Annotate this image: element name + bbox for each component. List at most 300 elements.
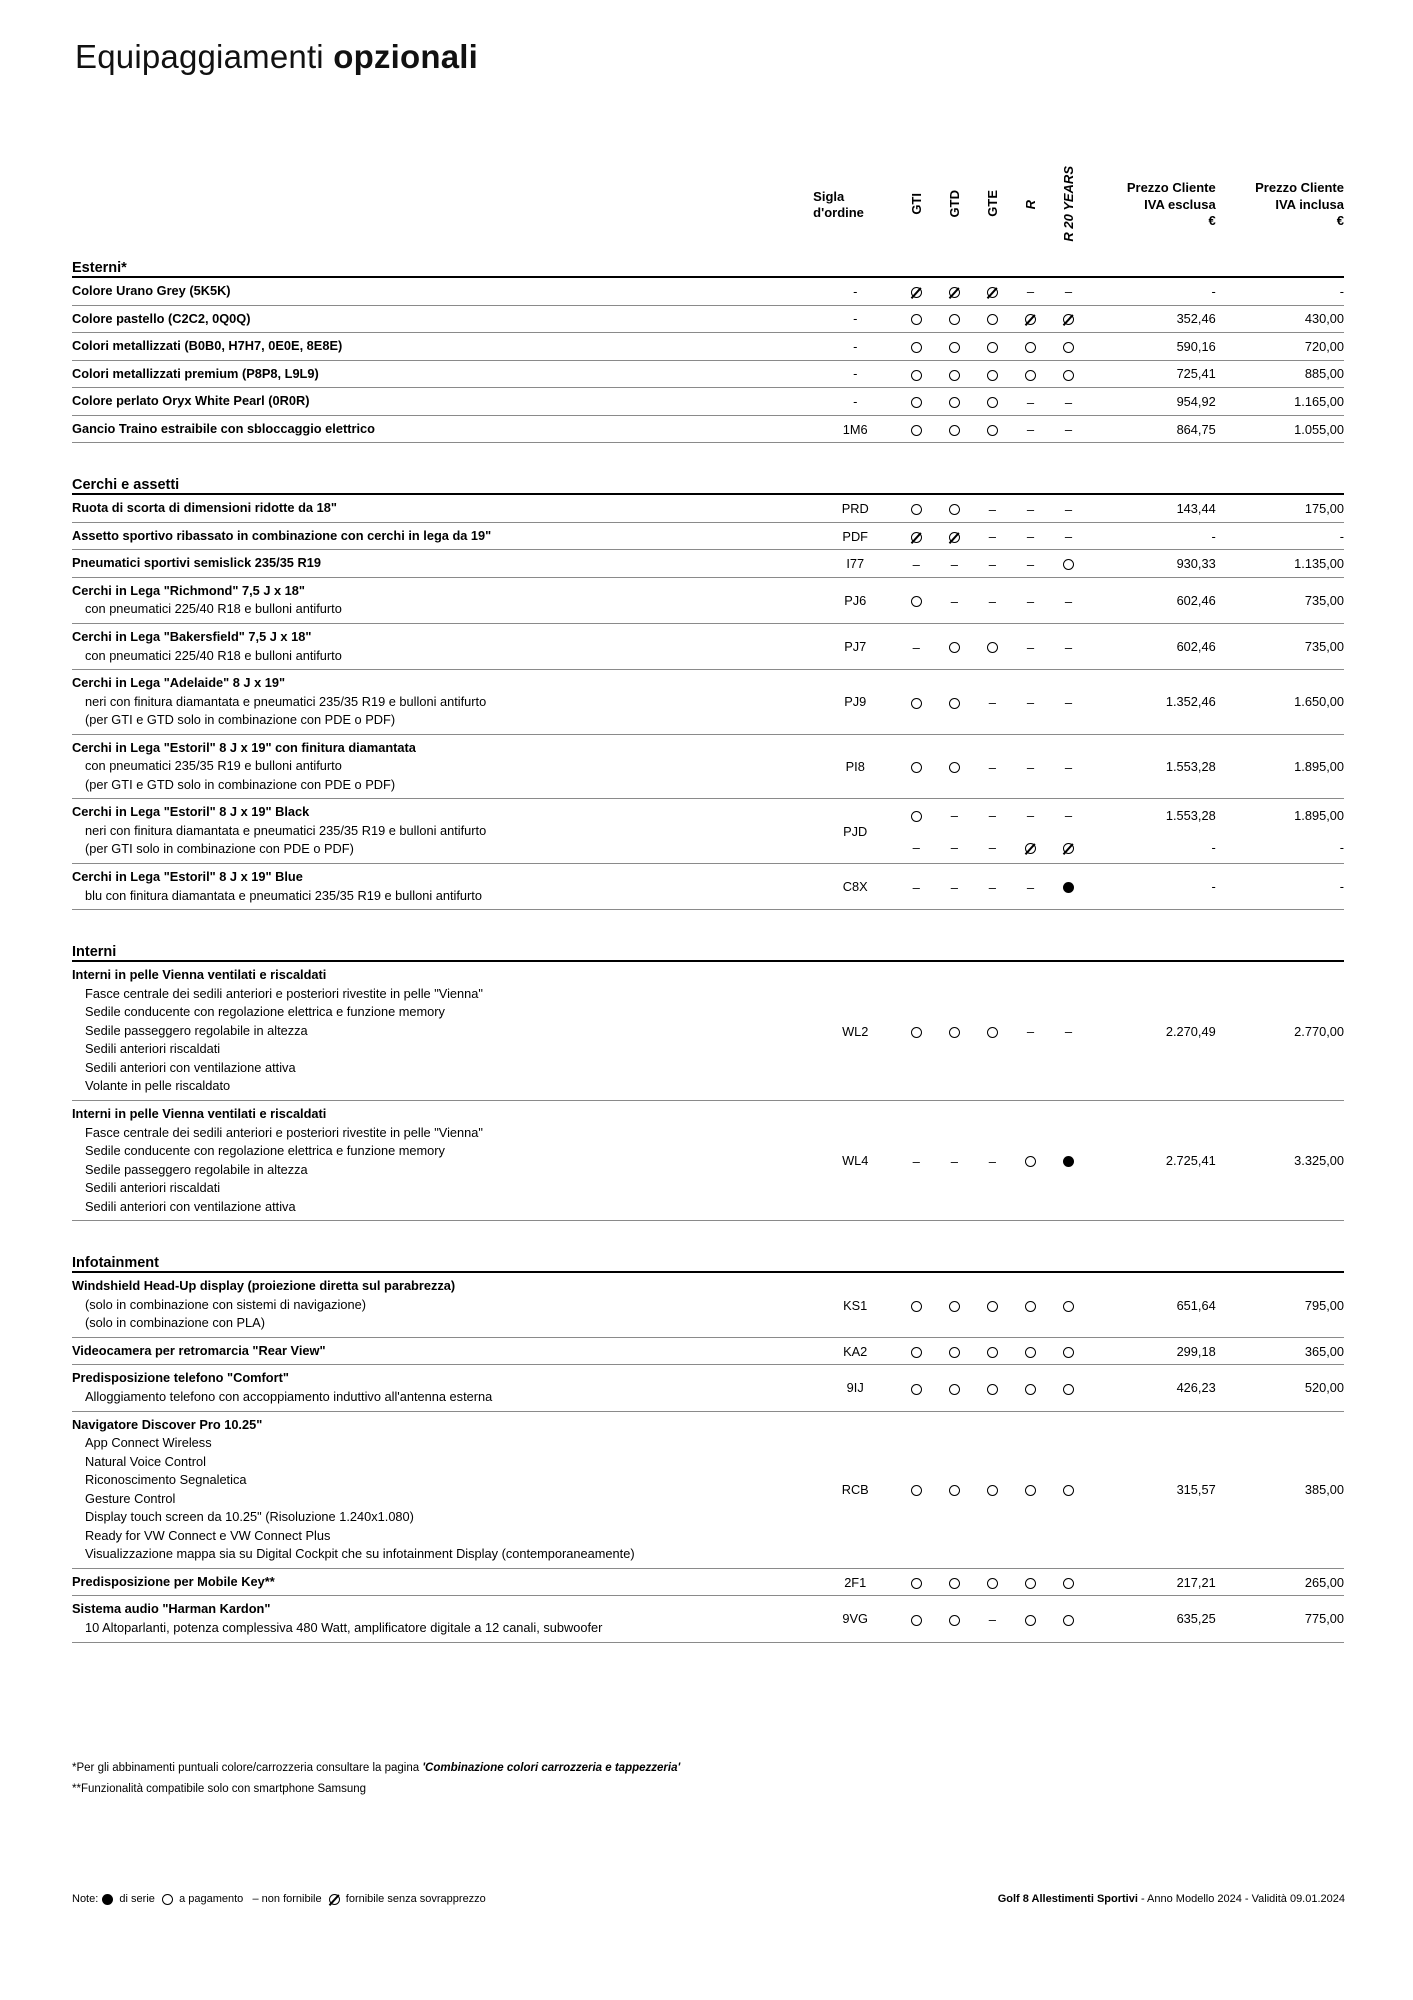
dash-icon: –: [950, 556, 958, 572]
option-description: [72, 624, 813, 670]
availability-cell: [1049, 864, 1087, 910]
dash-icon: –: [988, 501, 996, 517]
price-excl-vat: -: [1211, 839, 1216, 855]
open-circle-icon: [949, 397, 960, 408]
open-circle-icon: [1063, 1578, 1074, 1589]
open-circle-icon: [987, 1301, 998, 1312]
availability-cell: [897, 550, 935, 577]
price-incl-vat: 1.650,00: [1294, 694, 1344, 710]
option-detail: Visualizzazione mappa sia su Digital Cockpit che su infotainment Display (contemporaneamente): [85, 1546, 635, 1562]
open-circle-icon: [949, 1485, 960, 1496]
option-description: [72, 799, 813, 863]
option-title: Videocamera per retromarcia "Rear View": [72, 1342, 326, 1358]
filled-circle-icon: [1063, 882, 1074, 893]
option-detail: (solo in combinazione con sistemi di navigazione): [85, 1296, 366, 1312]
availability-cell: [1049, 734, 1087, 798]
availability-cell: [973, 1100, 1011, 1220]
availability-cell: [973, 734, 1011, 798]
slashed-circle-icon: [1025, 843, 1036, 854]
availability-cell: [1011, 670, 1049, 734]
price-excl-vat: 2.725,41: [1165, 1153, 1216, 1169]
availability-cell: [1049, 1365, 1087, 1411]
price-incl-vat: 385,00: [1304, 1482, 1344, 1498]
price-incl-vat: 265,00: [1304, 1574, 1344, 1590]
open-circle-icon: [987, 342, 998, 353]
availability-cell: [1011, 577, 1049, 623]
slashed-circle-icon: [949, 287, 960, 298]
option-detail: neri con finitura diamantata e pneumatici 235/35 R19 e bulloni antifurto: [85, 822, 487, 838]
slashed-circle-icon: [1063, 843, 1074, 854]
price-excl-vat: 1.553,28: [1165, 807, 1216, 823]
dash-icon: –: [912, 879, 920, 895]
filled-circle-icon: [1063, 1156, 1074, 1167]
availability-cell: [897, 277, 935, 305]
availability-cell: [1011, 1365, 1049, 1411]
table-row: [72, 1337, 1344, 1364]
dash-icon: –: [1064, 501, 1073, 517]
price-excl-vat: 651,64: [1176, 1297, 1216, 1313]
option-title: Assetto sportivo ribassato in combinazione con cerchi in lega da 19": [72, 527, 492, 543]
open-circle-icon: [1025, 1156, 1036, 1167]
dash-icon: –: [1026, 422, 1035, 438]
open-circle-icon: [911, 762, 922, 773]
section-heading-label: Cerchi e assetti: [72, 477, 180, 494]
order-code: 1M6: [842, 421, 868, 437]
dash-icon: –: [988, 759, 996, 775]
availability-cell: [1011, 305, 1049, 332]
header-trim-r-20-years: [1049, 150, 1087, 260]
availability-cell: [1049, 577, 1087, 623]
price-incl-vat: 520,00: [1304, 1380, 1344, 1396]
price-excl-vat: 217,21: [1176, 1574, 1216, 1590]
availability-cell: [973, 550, 1011, 577]
open-circle-icon: [1025, 1615, 1036, 1626]
price-incl-vat: 1.895,00: [1294, 807, 1344, 823]
open-circle-icon: [911, 1027, 922, 1038]
order-code: -: [853, 338, 858, 354]
availability-cell: [973, 1365, 1011, 1411]
availability-cell: [973, 305, 1011, 332]
filled-circle-icon: [102, 1894, 113, 1905]
open-circle-icon: [911, 314, 922, 325]
availability-cell: [1049, 1568, 1087, 1595]
option-detail: Natural Voice Control: [85, 1453, 206, 1469]
price-excl-vat: 725,41: [1176, 366, 1216, 382]
availability-cell: [935, 1337, 973, 1364]
availability-cell: [973, 360, 1011, 387]
dash-icon: –: [1064, 284, 1073, 300]
availability-cell: [935, 670, 973, 734]
table-row: [72, 799, 1344, 831]
header-blank: [72, 150, 813, 260]
option-detail: (per GTI e GTD solo in combinazione con PDE o PDF): [85, 712, 396, 728]
availability-cell: [897, 305, 935, 332]
header-trim-label: R 20 YEARS: [1060, 165, 1076, 242]
availability-cell: [973, 415, 1011, 442]
availability-cell: [973, 494, 1011, 522]
table-row: [72, 550, 1344, 577]
price-incl-vat: 720,00: [1304, 338, 1344, 354]
order-code: PJ7: [844, 639, 867, 655]
availability-cell: [1011, 961, 1049, 1100]
open-circle-icon: [987, 425, 998, 436]
option-title: Gancio Traino estraibile con sbloccaggio elettrico: [72, 420, 375, 436]
availability-cell: [935, 577, 973, 623]
option-detail: Sedile passeggero regolabile in altezza: [85, 1161, 308, 1177]
spacer: [72, 910, 1344, 945]
availability-cell: [1011, 333, 1049, 360]
option-detail: Sedili anteriori con ventilazione attiva: [85, 1198, 296, 1214]
availability-cell: [935, 1568, 973, 1595]
dash-icon: –: [1064, 694, 1073, 710]
availability-cell: [973, 864, 1011, 910]
availability-cell: [973, 831, 1011, 863]
header-trim-label: R: [1022, 199, 1038, 209]
dash-icon: –: [1026, 759, 1035, 775]
availability-cell: [897, 577, 935, 623]
availability-cell: [1011, 1596, 1049, 1642]
dash-icon: –: [1026, 639, 1035, 655]
order-code: KA2: [843, 1343, 868, 1359]
dash-icon: –: [988, 529, 996, 545]
open-circle-icon: [911, 342, 922, 353]
open-circle-icon: [987, 1485, 998, 1496]
price-excl-vat: 1.352,46: [1165, 694, 1216, 710]
availability-cell: [1049, 1337, 1087, 1364]
table-row: [72, 670, 1344, 734]
dash-icon: –: [1026, 694, 1035, 710]
dash-icon: –: [950, 840, 958, 856]
option-description: [72, 494, 813, 522]
availability-cell: [935, 1272, 973, 1337]
section-heading-esterni: [72, 260, 1344, 276]
availability-cell: [1049, 799, 1087, 831]
table-row: [72, 961, 1344, 1100]
table-row: [72, 305, 1344, 332]
open-circle-icon: [911, 1615, 922, 1626]
option-description: [72, 415, 813, 442]
header-sigla: Sigla d'ordine: [813, 188, 864, 220]
header-trim-r: [1011, 150, 1049, 260]
order-code: WL2: [842, 1023, 869, 1039]
open-circle-icon: [911, 370, 922, 381]
price-excl-vat: 635,25: [1176, 1611, 1216, 1627]
option-title: Cerchi in Lega "Adelaide" 8 J x 19": [72, 675, 286, 691]
table-row: [72, 734, 1344, 798]
availability-cell: [1011, 415, 1049, 442]
order-code: -: [853, 283, 858, 299]
dash-icon: –: [988, 808, 996, 824]
option-title: Colore perlato Oryx White Pearl (0R0R): [72, 393, 310, 409]
open-circle-icon: [1025, 1485, 1036, 1496]
open-circle-icon: [1063, 342, 1074, 353]
order-code: -: [853, 393, 858, 409]
legend-non-fornibile: non fornibile: [261, 1893, 322, 1905]
header-trim-label: GTE: [984, 190, 1000, 217]
availability-cell: [1049, 522, 1087, 549]
price-incl-vat: 430,00: [1304, 311, 1344, 327]
availability-cell: [1011, 1337, 1049, 1364]
price-excl-vat: 352,46: [1176, 311, 1216, 327]
table-row: [72, 864, 1344, 910]
availability-cell: [1049, 1411, 1087, 1568]
section-heading-cerchi-e-assetti: [72, 477, 1344, 493]
option-title: Interni in pelle Vienna ventilati e riscaldati: [72, 967, 327, 983]
option-title: Colore pastello (C2C2, 0Q0Q): [72, 310, 251, 326]
dash-icon: –: [950, 1153, 958, 1169]
option-title: Cerchi in Lega "Bakersfield" 7,5 J x 18": [72, 629, 312, 645]
price-excl-vat: 590,16: [1176, 338, 1216, 354]
availability-cell: [1011, 388, 1049, 415]
order-code: 2F1: [844, 1574, 867, 1590]
availability-cell: [935, 1100, 973, 1220]
availability-cell: [897, 333, 935, 360]
option-description: [72, 360, 813, 387]
option-detail: Sedile passeggero regolabile in altezza: [85, 1022, 308, 1038]
price-incl-vat: -: [1339, 528, 1344, 544]
dash-icon: –: [1026, 501, 1035, 517]
open-circle-icon: [949, 425, 960, 436]
option-detail: 10 Altoparlanti, potenza complessiva 480 Watt, amplificatore digitale a 12 canali, subwoofer: [85, 1619, 603, 1635]
order-code: RCB: [841, 1482, 869, 1498]
availability-cell: [897, 670, 935, 734]
option-title: Pneumatici sportivi semislick 235/35 R19: [72, 555, 321, 571]
option-description: [72, 961, 813, 1100]
availability-cell: [897, 360, 935, 387]
open-circle-icon: [1063, 370, 1074, 381]
open-circle-icon: [1063, 1485, 1074, 1496]
availability-cell: [935, 624, 973, 670]
availability-cell: [897, 864, 935, 910]
table-row: [72, 577, 1344, 623]
availability-cell: [1011, 799, 1049, 831]
slashed-circle-icon: [1063, 314, 1074, 325]
open-circle-icon: [987, 314, 998, 325]
option-description: [72, 1568, 813, 1595]
dash-icon: –: [912, 556, 920, 572]
price-excl-vat: 426,23: [1176, 1380, 1216, 1396]
availability-cell: [1049, 1596, 1087, 1642]
availability-cell: [1049, 624, 1087, 670]
availability-cell: [1011, 522, 1049, 549]
availability-cell: [1049, 1100, 1087, 1220]
availability-cell: [897, 388, 935, 415]
price-incl-vat: 1.055,00: [1294, 421, 1344, 437]
document-reference-rest: - Anno Modello 2024 - Validità 09.01.2024: [1137, 1893, 1345, 1905]
open-circle-icon: [949, 504, 960, 515]
dash-icon: –: [1026, 556, 1035, 572]
legend-serie: di serie: [119, 1893, 155, 1905]
option-title: Predisposizione telefono "Comfort": [72, 1370, 289, 1386]
option-title: Interni in pelle Vienna ventilati e riscaldati: [72, 1105, 327, 1121]
legend-label: Note:: [72, 1893, 99, 1905]
dash-icon: –: [1064, 759, 1073, 775]
table-row: [72, 1596, 1344, 1642]
availability-cell: [973, 799, 1011, 831]
option-title: Cerchi in Lega "Richmond" 7,5 J x 18": [72, 582, 305, 598]
option-detail: App Connect Wireless: [85, 1435, 212, 1451]
option-description: [72, 1411, 813, 1568]
dash-icon: –: [1026, 593, 1035, 609]
document-reference: [998, 1893, 1345, 1905]
price-excl-vat: 315,57: [1176, 1482, 1216, 1498]
availability-cell: [1011, 624, 1049, 670]
price-excl-vat: 930,33: [1176, 556, 1216, 572]
availability-cell: [1011, 831, 1049, 863]
open-circle-icon: [987, 1027, 998, 1038]
open-circle-icon: [1063, 559, 1074, 570]
availability-cell: [1049, 1272, 1087, 1337]
option-detail: Alloggiamento telefono con accoppiamento induttivo all'antenna esterna: [85, 1388, 493, 1404]
order-code: KS1: [843, 1297, 868, 1313]
open-circle-icon: [949, 314, 960, 325]
open-circle-icon: [911, 698, 922, 709]
option-description: [72, 522, 813, 549]
table-row: [72, 1365, 1344, 1411]
dash-icon: –: [1026, 394, 1035, 410]
dash-icon: –: [1064, 639, 1073, 655]
availability-cell: [973, 1272, 1011, 1337]
dash-icon: –: [988, 593, 996, 609]
availability-cell: [1011, 494, 1049, 522]
open-circle-icon: [911, 1578, 922, 1589]
availability-cell: [897, 1568, 935, 1595]
availability-cell: [973, 388, 1011, 415]
open-circle-icon: [987, 1384, 998, 1395]
availability-cell: [897, 1337, 935, 1364]
open-circle-icon: [162, 1894, 173, 1905]
availability-cell: [1011, 734, 1049, 798]
table-row: [72, 522, 1344, 549]
dash-icon: –: [1064, 422, 1073, 438]
document-reference-bold: Golf 8 Allestimenti Sportivi: [997, 1893, 1138, 1905]
availability-cell: [897, 1411, 935, 1568]
dash-icon: –: [1026, 808, 1035, 824]
option-detail: neri con finitura diamantata e pneumatici 235/35 R19 e bulloni antifurto: [85, 693, 487, 709]
open-circle-icon: [1063, 1615, 1074, 1626]
availability-cell: [935, 734, 973, 798]
dash-icon: –: [252, 1893, 259, 1905]
availability-cell: [897, 1365, 935, 1411]
availability-cell: [973, 1337, 1011, 1364]
availability-cell: [1011, 1568, 1049, 1595]
availability-cell: [1049, 831, 1087, 863]
dash-icon: –: [988, 694, 996, 710]
availability-cell: [1011, 550, 1049, 577]
order-code: PJD: [843, 823, 868, 839]
option-description: [72, 670, 813, 734]
option-title: Ruota di scorta di dimensioni ridotte da 18": [72, 500, 337, 516]
availability-cell: [935, 831, 973, 863]
option-detail: Sedili anteriori con ventilazione attiva: [85, 1059, 296, 1075]
order-code: I77: [846, 556, 865, 572]
order-code: PI8: [845, 759, 865, 775]
price-incl-vat: 1.135,00: [1294, 556, 1344, 572]
availability-cell: [897, 961, 935, 1100]
open-circle-icon: [1025, 1301, 1036, 1312]
availability-cell: [897, 494, 935, 522]
dash-icon: –: [1064, 1024, 1073, 1040]
page-title-bold: opzionali: [333, 38, 479, 75]
order-code: PJ6: [844, 592, 867, 608]
footnotes: [72, 1758, 680, 1801]
price-excl-vat: -: [1211, 528, 1216, 544]
option-detail: Fasce centrale dei sedili anteriori e posteriori rivestite in pelle "Vienna": [85, 985, 483, 1001]
availability-cell: [935, 1411, 973, 1568]
price-incl-vat: 795,00: [1304, 1297, 1344, 1313]
price-excl-vat: 1.553,28: [1165, 759, 1216, 775]
option-detail: Ready for VW Connect e VW Connect Plus: [85, 1527, 331, 1543]
open-circle-icon: [949, 642, 960, 653]
option-title: Colori metallizzati premium (P8P8, L9L9): [72, 365, 319, 381]
option-description: [72, 734, 813, 798]
order-code: -: [853, 366, 858, 382]
dash-icon: –: [912, 840, 920, 856]
availability-cell: [935, 333, 973, 360]
section-heading-label: Interni: [72, 944, 117, 961]
availability-cell: [935, 799, 973, 831]
open-circle-icon: [949, 370, 960, 381]
option-detail: Sedili anteriori riscaldati: [85, 1041, 221, 1057]
availability-cell: [1011, 277, 1049, 305]
dash-icon: –: [1026, 879, 1035, 895]
order-code: WL4: [842, 1153, 869, 1169]
page-title: [75, 38, 478, 76]
price-excl-vat: 864,75: [1176, 421, 1216, 437]
availability-cell: [1011, 1411, 1049, 1568]
slashed-circle-icon: [949, 532, 960, 543]
open-circle-icon: [911, 504, 922, 515]
availability-cell: [973, 1596, 1011, 1642]
table-row: [72, 1568, 1344, 1595]
table-row: [72, 1272, 1344, 1337]
price-excl-vat: 602,46: [1176, 592, 1216, 608]
price-incl-vat: 885,00: [1304, 366, 1344, 382]
price-incl-vat: 1.165,00: [1294, 393, 1344, 409]
option-title: Colore Urano Grey (5K5K): [72, 283, 231, 298]
footnote-two: **Funzionalità compatibile solo con smartphone Samsung: [72, 1783, 367, 1796]
price-excl-vat: 143,44: [1176, 501, 1216, 517]
price-incl-vat: 175,00: [1304, 501, 1344, 517]
dash-icon: –: [950, 808, 958, 824]
availability-cell: [1049, 961, 1087, 1100]
availability-cell: [1049, 494, 1087, 522]
availability-cell: [973, 522, 1011, 549]
open-circle-icon: [911, 596, 922, 607]
spacer: [72, 1221, 1344, 1256]
footnote-one: [72, 1758, 680, 1779]
option-detail: con pneumatici 225/40 R18 e bulloni antifurto: [85, 601, 342, 617]
price-incl-vat: -: [1339, 283, 1344, 299]
dash-icon: –: [1026, 1024, 1035, 1040]
availability-cell: [1011, 360, 1049, 387]
option-detail: Fasce centrale dei sedili anteriori e posteriori rivestite in pelle "Vienna": [85, 1124, 483, 1140]
price-excl-vat: 602,46: [1176, 639, 1216, 655]
header-trim-gtd: [935, 150, 973, 260]
header-price-excl: Prezzo Cliente IVA esclusa €: [1126, 180, 1216, 229]
section-heading-interni: [72, 944, 1344, 960]
option-title: Windshield Head-Up display (proiezione diretta sul parabrezza): [72, 1278, 456, 1294]
header-trim-label: GTI: [908, 192, 924, 215]
header-trim-gti: [897, 150, 935, 260]
option-description: [72, 550, 813, 577]
legend-senza-sovrapprezzo: fornibile senza sovrapprezzo: [345, 1893, 486, 1905]
price-excl-vat: 954,92: [1176, 393, 1216, 409]
option-detail: blu con finitura diamantata e pneumatici 235/35 R19 e bulloni antifurto: [85, 887, 482, 903]
section-heading-label: Infotainment: [72, 1255, 159, 1272]
table-header-row: [72, 150, 1344, 260]
table-row: [72, 624, 1344, 670]
